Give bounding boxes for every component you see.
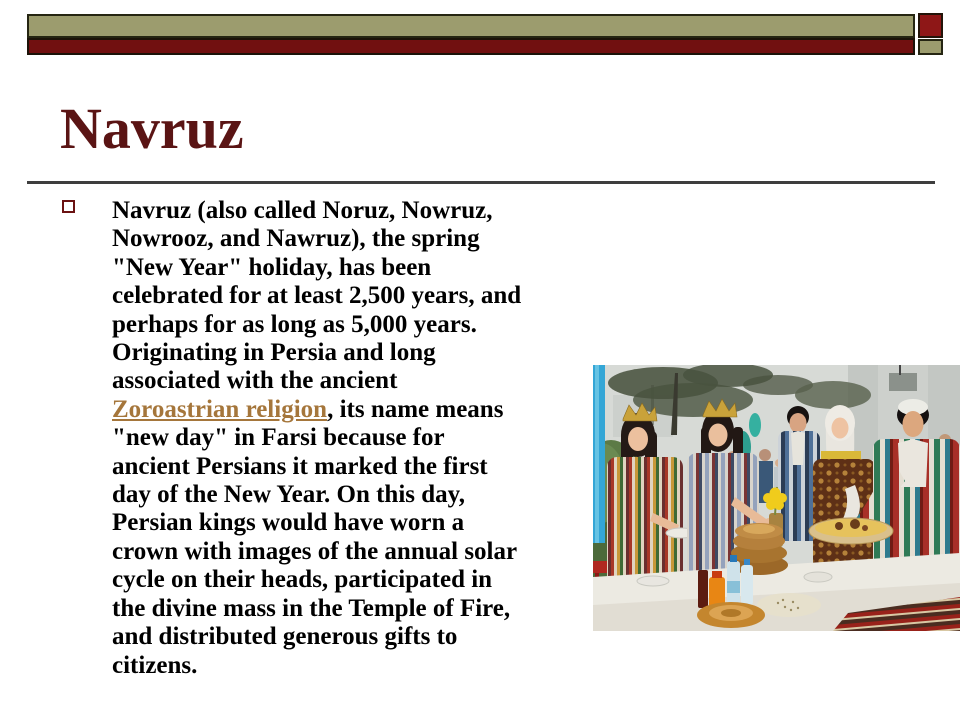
body-text-line: "new day" in Farsi because for	[112, 424, 445, 452]
title-divider	[27, 181, 935, 184]
body-text-line: and distributed generous gifts to	[112, 623, 458, 651]
body-text-line: Persian kings would have worn a	[112, 509, 465, 537]
body-text-line: crown with images of the annual solar	[112, 537, 518, 565]
body-text-line: perhaps for as long as 5,000 years.	[112, 310, 477, 338]
zoroastrian-religion-link[interactable]: Zoroastrian religion	[112, 395, 328, 423]
body-text-line: ancient Persians it marked the first	[112, 452, 488, 480]
bullet-square-icon	[62, 200, 75, 213]
link-line-suffix: , its name means	[327, 395, 504, 423]
body-text-line: celebrated for at least 2,500 years, and	[112, 282, 522, 310]
body-text-line: associated with the ancient	[112, 367, 398, 395]
slide-title: Navruz	[60, 96, 244, 161]
body-text-line-with-link	[112, 396, 521, 424]
header-square-olive	[918, 39, 943, 55]
body-text-line: citizens.	[112, 651, 198, 679]
body-text-line: "New Year" holiday, has been	[112, 253, 432, 281]
bullet-text-block	[112, 197, 521, 680]
header-bar-red	[27, 38, 915, 55]
body-text-line: Nowrooz, and Nawruz), the spring	[112, 225, 480, 253]
header-square-red	[918, 13, 943, 38]
body-text-line: Originating in Persia and long	[112, 339, 436, 367]
body-text-line: cycle on their heads, participated in	[112, 566, 493, 594]
body-text-line: Navruz (also called Noruz, Nowruz,	[112, 197, 493, 224]
navruz-photo-art	[593, 365, 960, 631]
header-bar-olive	[27, 14, 915, 38]
navruz-photo	[593, 365, 960, 631]
body-text-line: day of the New Year. On this day,	[112, 481, 466, 509]
body-text-line: the divine mass in the Temple of Fire,	[112, 594, 511, 622]
